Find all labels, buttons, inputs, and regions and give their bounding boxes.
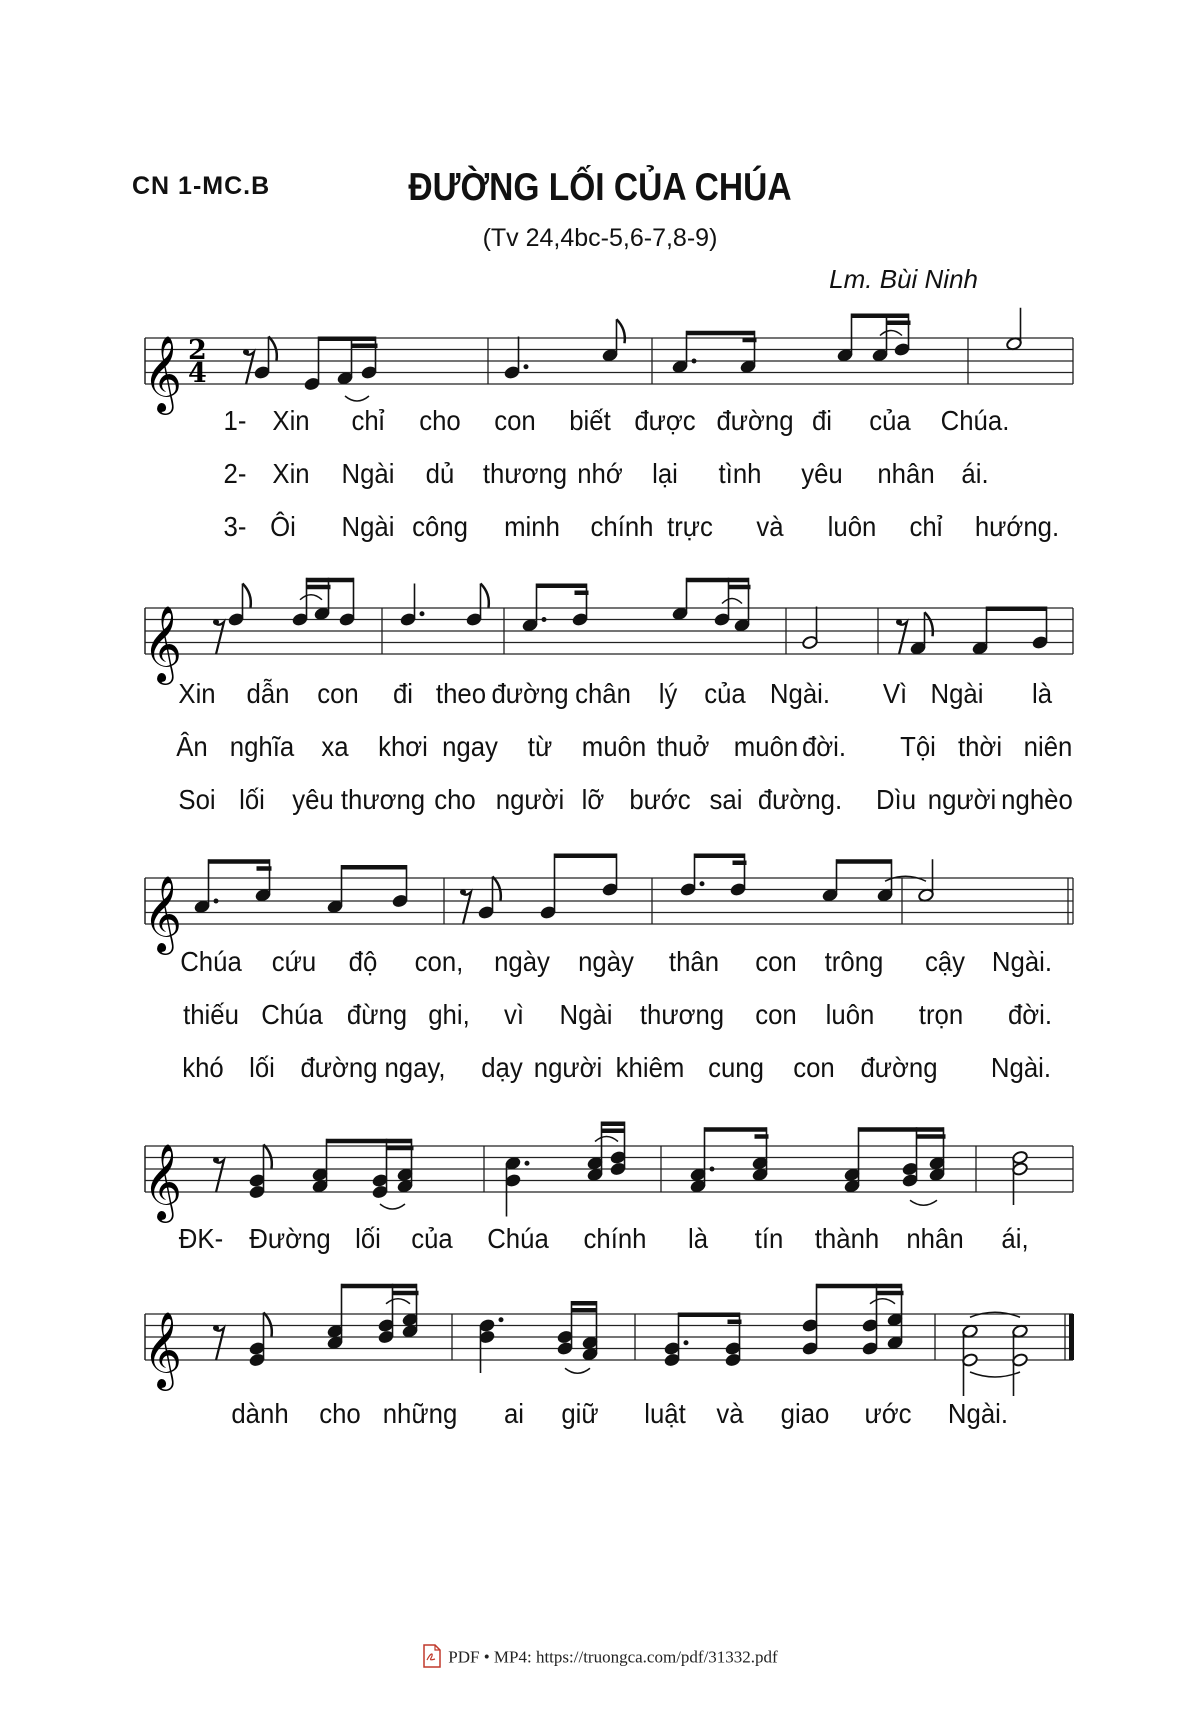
lyric-syllable: cung — [708, 1052, 764, 1083]
lyric-syllable: của — [869, 405, 911, 436]
treble-clef-icon — [143, 875, 182, 955]
lyric-line — [0, 731, 1200, 767]
lyric-syllable: theo — [435, 678, 487, 709]
lyric-syllable: những — [382, 1398, 458, 1429]
lyric-syllable: và — [716, 1398, 744, 1429]
lyric-syllable: ghi, — [428, 999, 470, 1030]
lyric-syllable: dẫn — [246, 678, 290, 709]
lyric-line — [0, 946, 1200, 982]
lyric-line — [0, 1052, 1200, 1088]
lyric-syllable: lý — [658, 678, 678, 709]
lyric-syllable: Xin — [272, 458, 310, 489]
lyric-syllable: nghèo — [1001, 784, 1073, 815]
lyric-syllable: đừng — [346, 999, 408, 1030]
lyric-syllable: Ngài. — [990, 1052, 1052, 1083]
lyric-syllable: cho — [419, 405, 461, 436]
treble-clef-icon — [143, 1311, 182, 1391]
lyric-syllable: từ — [527, 731, 553, 762]
svg-text:𝄞: 𝄞 — [143, 1143, 183, 1220]
lyric-syllable: minh — [504, 511, 560, 542]
lyric-syllable: cho — [319, 1398, 361, 1429]
lyric-syllable: khó — [182, 1052, 224, 1083]
composer: Lm. Bùi Ninh — [829, 264, 978, 294]
lyric-syllable: 1- — [223, 405, 247, 436]
lyric-line — [0, 511, 1200, 547]
lyric-syllable: Xin — [178, 678, 216, 709]
lyric-line — [0, 784, 1200, 820]
lyric-syllable: bước — [629, 784, 691, 815]
lyric-syllable: vì — [503, 999, 525, 1030]
treble-clef-icon — [143, 605, 182, 685]
song-title: ĐƯỜNG LỐI CỦA CHÚA — [408, 166, 792, 209]
lyric-syllable: người — [927, 784, 997, 815]
lyric-syllable: ĐK- — [178, 1223, 224, 1254]
lyric-syllable: Ngài. — [769, 678, 831, 709]
lyric-syllable: biết — [569, 405, 611, 436]
lyric-syllable: lối — [355, 1223, 381, 1254]
lyric-syllable: con — [317, 678, 359, 709]
lyric-syllable: yêu — [801, 458, 843, 489]
lyric-syllable: Ngài — [559, 999, 613, 1030]
lyric-syllable: yêu — [292, 784, 334, 815]
lyric-line — [0, 405, 1200, 441]
lyric-syllable: thuở — [656, 731, 710, 762]
lyric-syllable: trọn — [918, 999, 964, 1030]
staff-system-4 — [0, 1128, 1200, 1220]
lyric-syllable: ngay — [442, 731, 498, 762]
lyric-syllable: muôn — [581, 731, 647, 762]
lyric-syllable: ái. — [961, 458, 989, 489]
lyric-syllable: nghĩa — [229, 731, 295, 762]
lyric-syllable: niên — [1023, 731, 1073, 762]
lyric-syllable: con — [755, 999, 797, 1030]
lyric-syllable: giữ — [561, 1398, 599, 1429]
lyric-syllable: đường — [716, 405, 794, 436]
lyric-syllable: ước — [864, 1398, 912, 1429]
lyric-syllable: độ — [348, 946, 378, 977]
lyric-syllable: con — [755, 946, 797, 977]
lyric-syllable: Tội — [900, 731, 936, 762]
lyric-syllable: nhớ — [577, 458, 623, 489]
lyric-syllable: con — [793, 1052, 835, 1083]
lyric-syllable: của — [411, 1223, 453, 1254]
lyric-syllable: nhân — [906, 1223, 964, 1254]
lyric-syllable: Chúa — [180, 946, 242, 977]
lyric-syllable: Ngài — [341, 458, 395, 489]
lyric-syllable: dạy — [481, 1052, 523, 1083]
pdf-icon — [422, 1644, 442, 1673]
lyric-syllable: đường — [300, 1052, 378, 1083]
lyric-syllable: Chúa. — [940, 405, 1010, 436]
lyric-syllable: công — [412, 511, 468, 542]
svg-text:𝄞: 𝄞 — [143, 605, 183, 682]
lyric-line — [0, 458, 1200, 494]
lyric-syllable: thành — [814, 1223, 880, 1254]
svg-text:2: 2 — [188, 335, 207, 366]
lyric-syllable: đi — [811, 405, 833, 436]
lyric-syllable: hướng. — [974, 511, 1060, 542]
lyric-syllable: lối — [249, 1052, 275, 1083]
lyric-syllable: dủ — [425, 458, 455, 489]
treble-clef-icon — [143, 1143, 182, 1223]
lyric-syllable: ngày — [494, 946, 550, 977]
treble-clef-icon — [143, 335, 182, 415]
footer-text: PDF • MP4: https://truongca.com/pdf/31332.pdf — [448, 1647, 778, 1667]
lyric-syllable: con, — [414, 946, 464, 977]
lyric-syllable: đường — [860, 1052, 938, 1083]
lyric-syllable: cho — [434, 784, 476, 815]
lyric-syllable: lối — [239, 784, 265, 815]
lyric-syllable: trực — [667, 511, 713, 542]
svg-text:4: 4 — [188, 358, 207, 389]
lyric-syllable: ai — [503, 1398, 525, 1429]
lyric-syllable: Chúa — [487, 1223, 549, 1254]
lyric-syllable: Ngài — [930, 678, 984, 709]
lyric-syllable: chỉ — [351, 405, 385, 436]
lyric-syllable: 2- — [223, 458, 247, 489]
lyric-syllable: cậy — [924, 946, 966, 977]
psalm-reference: (Tv 24,4bc-5,6-7,8-9) — [482, 224, 718, 252]
lyric-syllable: của — [704, 678, 746, 709]
staff-system-3 — [0, 860, 1200, 952]
lyric-syllable: tín — [754, 1223, 784, 1254]
lyric-syllable: Ngài. — [947, 1398, 1009, 1429]
lyric-line — [0, 678, 1200, 714]
lyric-syllable: chính — [590, 511, 654, 542]
lyric-syllable: là — [1031, 678, 1053, 709]
staff-system-2 — [0, 590, 1200, 682]
lyric-syllable: giao — [780, 1398, 830, 1429]
lyric-line — [0, 999, 1200, 1035]
lyric-syllable: đời. — [1007, 999, 1053, 1030]
lyric-syllable: chân — [575, 678, 631, 709]
lyric-syllable: được — [634, 405, 696, 436]
lyric-syllable: trông — [824, 946, 884, 977]
lyric-syllable: sai — [709, 784, 743, 815]
lyric-syllable: Ngài — [341, 511, 395, 542]
lyric-syllable: là — [687, 1223, 709, 1254]
lyric-syllable: người — [533, 1052, 603, 1083]
lyric-syllable: dành — [231, 1398, 289, 1429]
lyric-syllable: chính — [583, 1223, 647, 1254]
lyric-syllable: luôn — [825, 999, 875, 1030]
lyric-syllable: luôn — [827, 511, 877, 542]
svg-text:𝄞: 𝄞 — [143, 1311, 183, 1388]
lyric-syllable: Soi — [178, 784, 216, 815]
lyric-syllable: thương — [639, 999, 725, 1030]
lyric-syllable: người — [495, 784, 565, 815]
lyric-syllable: khơi — [378, 731, 428, 762]
lyric-syllable: thời — [957, 731, 1003, 762]
lyric-syllable: Ân — [176, 731, 208, 762]
lyric-syllable: ngày — [578, 946, 634, 977]
song-code: CN 1-MC.B — [132, 172, 271, 200]
staff-system-5 — [0, 1296, 1200, 1388]
lyric-syllable: đi — [392, 678, 414, 709]
lyric-line — [0, 1223, 1200, 1259]
lyric-syllable: khiêm — [615, 1052, 685, 1083]
lyric-syllable: xa — [321, 731, 349, 762]
lyric-syllable: thiếu — [183, 999, 239, 1030]
lyric-syllable: Ôi — [270, 511, 296, 542]
lyric-syllable: thân — [668, 946, 720, 977]
lyric-syllable: đời. — [801, 731, 847, 762]
lyric-syllable: Đường — [249, 1223, 331, 1254]
lyric-syllable: cứu — [271, 946, 317, 977]
svg-text:𝄞: 𝄞 — [143, 875, 183, 952]
lyric-syllable: thương — [482, 458, 568, 489]
lyric-syllable: lỡ — [581, 784, 605, 815]
lyric-syllable: Ngài. — [991, 946, 1053, 977]
footer-link[interactable] — [0, 1644, 1200, 1673]
time-signature — [188, 335, 207, 389]
lyric-syllable: và — [756, 511, 784, 542]
lyric-syllable: lại — [652, 458, 678, 489]
lyric-syllable: Xin — [272, 405, 310, 436]
lyric-syllable: ái, — [1001, 1223, 1029, 1254]
lyric-syllable: Dìu — [875, 784, 917, 815]
lyric-syllable: nhân — [877, 458, 935, 489]
lyric-syllable: chỉ — [909, 511, 943, 542]
lyric-syllable: đường — [491, 678, 569, 709]
lyric-syllable: con — [494, 405, 536, 436]
lyric-syllable: đường. — [757, 784, 843, 815]
lyric-syllable: 3- — [223, 511, 247, 542]
svg-text:𝄞: 𝄞 — [143, 335, 183, 412]
lyric-syllable: tình — [718, 458, 762, 489]
lyric-syllable: Chúa — [261, 999, 323, 1030]
lyric-syllable: thương — [340, 784, 426, 815]
lyric-syllable: ngay, — [384, 1052, 446, 1083]
staff-system-1 — [0, 320, 1200, 412]
lyric-line — [0, 1398, 1200, 1434]
lyric-syllable: Vì — [882, 678, 908, 709]
lyric-syllable: muôn — [733, 731, 799, 762]
lyric-syllable: luật — [644, 1398, 686, 1429]
